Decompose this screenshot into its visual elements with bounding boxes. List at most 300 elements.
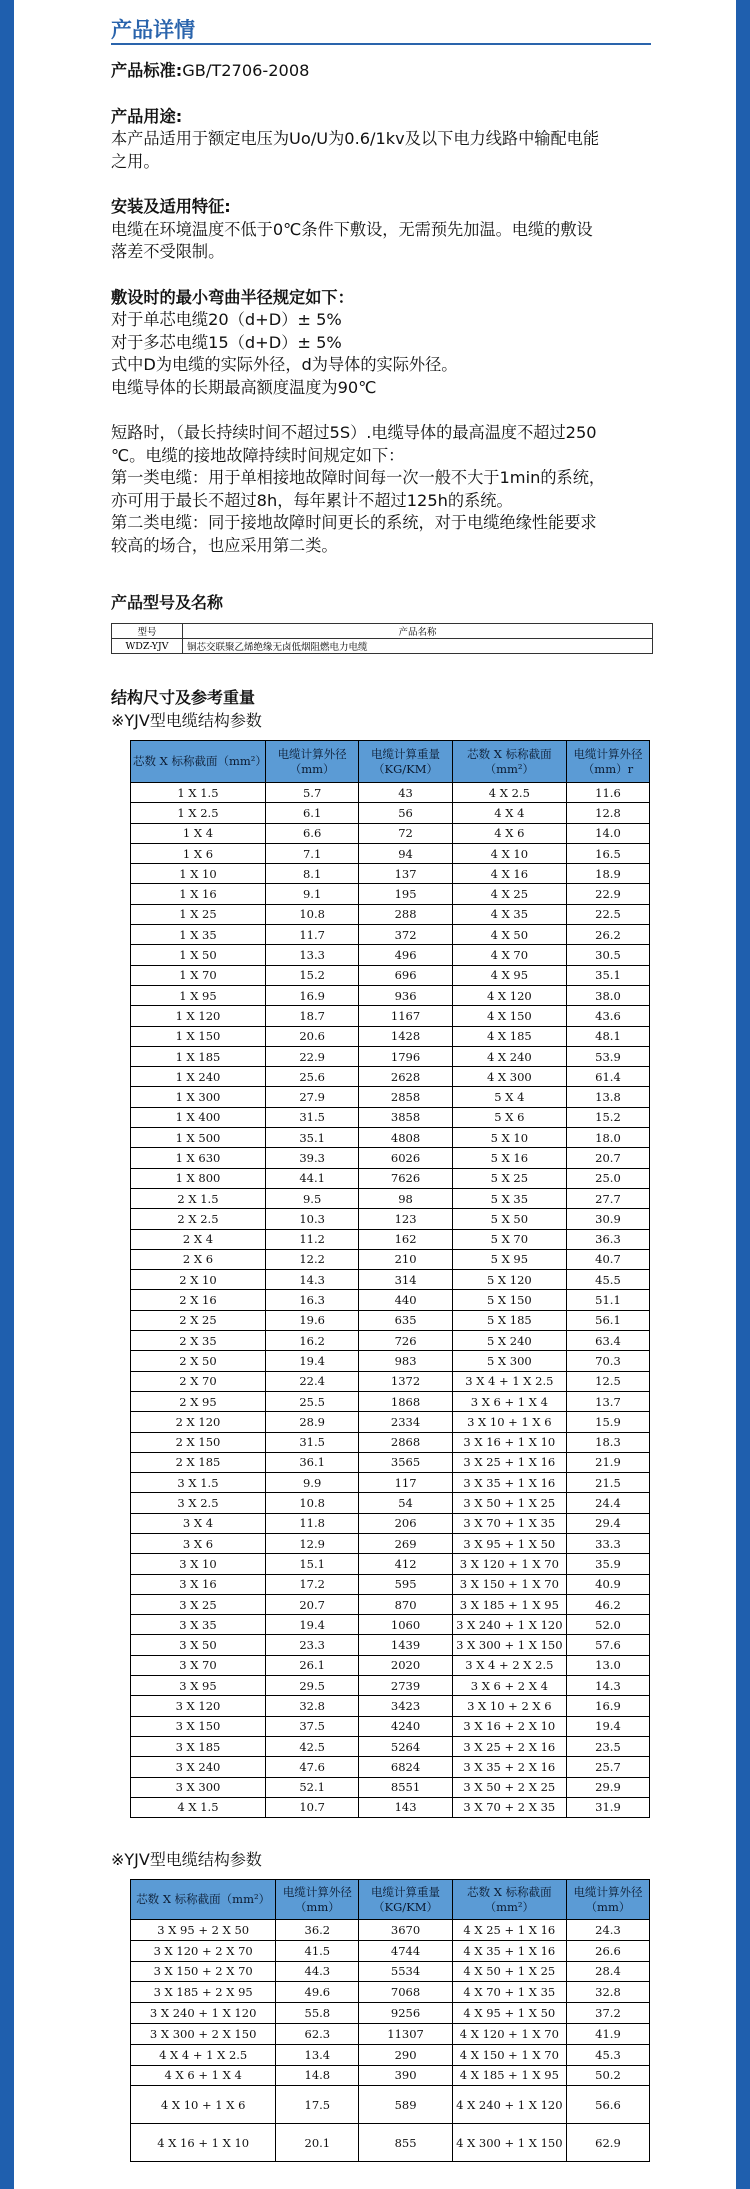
table-cell: 9.9 [265, 1473, 358, 1493]
table-cell: 54 [359, 1493, 452, 1513]
table-cell: 7.1 [265, 843, 358, 863]
table-cell: 42.5 [265, 1736, 358, 1756]
bend-radius-line: 式中D为电缆的实际外径，d为导体的实际外径。 [111, 355, 458, 374]
table-cell: 5 X 120 [452, 1270, 566, 1290]
table-cell: 3 X 35 [131, 1615, 266, 1635]
table-row [131, 1331, 650, 1351]
table-cell: 372 [359, 925, 452, 945]
table-cell: 5 X 16 [452, 1148, 566, 1168]
table-cell: 33.3 [566, 1533, 649, 1553]
table-row [131, 1087, 650, 1107]
usage-line: 本产品适用于额定电压为Uo/U为0.6/1kv及以下电力线路中输配电能 [111, 129, 600, 148]
table-cell: 6824 [359, 1757, 452, 1777]
table-cell: 1 X 4 [131, 823, 266, 843]
table-cell: 870 [359, 1594, 452, 1614]
header-cell: 电缆计算外径（mm）r [566, 741, 649, 783]
table-cell: 13.7 [566, 1391, 649, 1411]
table-cell: 37.5 [265, 1716, 358, 1736]
table-cell: 29.5 [265, 1676, 358, 1696]
table-row [131, 843, 650, 863]
table-cell: 9256 [359, 2003, 452, 2024]
table-cell: 137 [359, 864, 452, 884]
table-cell: 12.5 [566, 1371, 649, 1391]
table-cell: 36.2 [276, 1920, 359, 1941]
table-cell: 17.2 [265, 1574, 358, 1594]
table-row [131, 1412, 650, 1432]
table-cell: 595 [359, 1574, 452, 1594]
table-row [131, 1982, 650, 2003]
table-row [131, 1594, 650, 1614]
table-cell: 19.4 [265, 1615, 358, 1635]
table-cell: 49.6 [276, 1982, 359, 2003]
table-cell: 4 X 6 + 1 X 4 [131, 2065, 276, 2086]
table-cell: 4 X 150 [452, 1006, 566, 1026]
table-row [131, 1209, 650, 1229]
table-cell: 1428 [359, 1026, 452, 1046]
table-cell: 12.8 [566, 803, 649, 823]
table-cell: 314 [359, 1270, 452, 1290]
table-cell: 2858 [359, 1087, 452, 1107]
table-row [131, 1067, 650, 1087]
table-cell: 1 X 10 [131, 864, 266, 884]
table-cell: 726 [359, 1331, 452, 1351]
usage-label: 产品用途: [111, 106, 183, 126]
model-name-cell: 铜芯交联聚乙烯绝缘无卤低烟阻燃电力电缆 [183, 639, 653, 654]
table-cell: 4 X 10 [452, 843, 566, 863]
table-cell: 38.0 [566, 985, 649, 1005]
table-row [131, 1777, 650, 1797]
header-cell: 芯数 X 标称截面（mm²） [131, 1880, 276, 1920]
table-cell: 5 X 70 [452, 1229, 566, 1249]
table-cell: 12.2 [265, 1249, 358, 1269]
short-circuit-line: 亦可用于最长不超过8h，每年累计不超过125h的系统。 [111, 490, 513, 510]
table-row [131, 1961, 650, 1982]
table-cell: 9.1 [265, 884, 358, 904]
table-cell: 15.1 [265, 1554, 358, 1574]
table-cell: 1060 [359, 1615, 452, 1635]
table-cell: 3 X 120 + 2 X 70 [131, 1940, 276, 1961]
spec-text-body [111, 60, 671, 580]
table-cell: 1 X 16 [131, 884, 266, 904]
table-row [131, 1533, 650, 1553]
table-cell: 1 X 2.5 [131, 803, 266, 823]
table-row [131, 1371, 650, 1391]
table-cell: 37.2 [566, 2003, 649, 2024]
table-cell: 22.9 [265, 1046, 358, 1066]
bend-radius-block [111, 287, 671, 400]
product-detail-sheet [14, 0, 736, 2189]
table-cell: 6.1 [265, 803, 358, 823]
table-cell: 11.7 [265, 925, 358, 945]
table-cell: 22.9 [566, 884, 649, 904]
table-cell: 5 X 95 [452, 1249, 566, 1269]
table-cell: 3 X 240 + 1 X 120 [452, 1615, 566, 1635]
model-type-cell: WDZ-YJV [112, 639, 183, 654]
table-cell: 1439 [359, 1635, 452, 1655]
table-cell: 2868 [359, 1432, 452, 1452]
table-cell: 3 X 150 + 1 X 70 [452, 1574, 566, 1594]
table-cell: 3 X 240 [131, 1757, 266, 1777]
header-cell: 芯数 X 标称截面（mm²） [131, 741, 266, 783]
table-cell: 35.9 [566, 1554, 649, 1574]
table-cell: 4 X 35 + 1 X 16 [452, 1940, 566, 1961]
table-cell: 15.9 [566, 1412, 649, 1432]
table-cell: 2 X 50 [131, 1351, 266, 1371]
table-cell: 4 X 120 [452, 985, 566, 1005]
table-cell: 13.8 [566, 1087, 649, 1107]
table-cell: 25.6 [265, 1067, 358, 1087]
table-cell: 2 X 185 [131, 1452, 266, 1472]
table-cell: 23.3 [265, 1635, 358, 1655]
table-cell: 3 X 70 + 1 X 35 [452, 1513, 566, 1533]
table-cell: 16.9 [265, 985, 358, 1005]
table-cell: 206 [359, 1513, 452, 1533]
table-cell: 210 [359, 1249, 452, 1269]
bend-radius-line: 电缆导体的长期最高额度温度为90℃ [111, 377, 377, 397]
table-cell: 162 [359, 1229, 452, 1249]
table-row [131, 1188, 650, 1208]
table-cell: 3 X 300 + 1 X 150 [452, 1635, 566, 1655]
table-cell: 3 X 70 [131, 1655, 266, 1675]
header-cell: 电缆计算重量（KG/KM） [359, 741, 452, 783]
table-cell: 3 X 150 + 2 X 70 [131, 1961, 276, 1982]
table-cell: 45.3 [566, 2044, 649, 2065]
spec-table-header [131, 1880, 650, 1920]
table-cell: 3 X 6 [131, 1533, 266, 1553]
table-cell: 2 X 25 [131, 1310, 266, 1330]
table-cell: 62.3 [276, 2023, 359, 2044]
install-line: 电缆在环境温度不低于0℃条件下敷设，无需预先加温。电缆的敷设 [111, 219, 593, 239]
standard-label: 产品标准: [111, 61, 183, 80]
table-cell: 3 X 25 + 2 X 16 [452, 1736, 566, 1756]
table-row [131, 783, 650, 803]
table-cell: 19.4 [265, 1351, 358, 1371]
table-cell: 11307 [359, 2023, 452, 2044]
table-cell: 3 X 300 [131, 1777, 266, 1797]
table-cell: 5 X 240 [452, 1331, 566, 1351]
table-cell: 5.7 [265, 783, 358, 803]
table-cell: 14.3 [566, 1676, 649, 1696]
table-cell: 2739 [359, 1676, 452, 1696]
table-row [131, 1432, 650, 1452]
header-cell: 电缆计算重量（KG/KM） [359, 1880, 452, 1920]
table-row [131, 1920, 650, 1941]
table-cell: 4 X 50 [452, 925, 566, 945]
table-cell: 25.0 [566, 1168, 649, 1188]
table-cell: 3 X 150 [131, 1716, 266, 1736]
table-cell: 5534 [359, 1961, 452, 1982]
table-cell: 4 X 16 [452, 864, 566, 884]
table-cell: 1 X 1.5 [131, 783, 266, 803]
table-cell: 3 X 120 [131, 1696, 266, 1716]
table-cell: 11.2 [265, 1229, 358, 1249]
install-block [111, 196, 671, 264]
table-cell: 2 X 120 [131, 1412, 266, 1432]
table-cell: 41.5 [276, 1940, 359, 1961]
short-circuit-block [111, 422, 671, 557]
table-cell: 31.5 [265, 1107, 358, 1127]
table-cell: 3 X 300 + 2 X 150 [131, 2023, 276, 2044]
structure-subtitle: ※YJV型电缆结构参数 [111, 711, 262, 730]
table-cell: 30.9 [566, 1209, 649, 1229]
table-cell: 1372 [359, 1371, 452, 1391]
table-cell: 3670 [359, 1920, 452, 1941]
table-row [131, 965, 650, 985]
table-row [131, 1006, 650, 1026]
table-cell: 9.5 [265, 1188, 358, 1208]
table-cell: 13.3 [265, 945, 358, 965]
table-cell: 635 [359, 1310, 452, 1330]
table-row [131, 1310, 650, 1330]
table-cell: 61.4 [566, 1067, 649, 1087]
table-cell: 4 X 4 [452, 803, 566, 823]
table-cell: 70.3 [566, 1351, 649, 1371]
table-cell: 3 X 185 [131, 1736, 266, 1756]
table-cell: 440 [359, 1290, 452, 1310]
table-cell: 5 X 50 [452, 1209, 566, 1229]
table-cell: 2334 [359, 1412, 452, 1432]
table-cell: 4 X 50 + 1 X 25 [452, 1961, 566, 1982]
table-cell: 3565 [359, 1452, 452, 1472]
table-cell: 13.0 [566, 1655, 649, 1675]
table-cell: 52.0 [566, 1615, 649, 1635]
table-row [131, 925, 650, 945]
table-cell: 18.7 [265, 1006, 358, 1026]
table-cell: 28.4 [566, 1961, 649, 1982]
table-cell: 3 X 4 + 1 X 2.5 [452, 1371, 566, 1391]
table-cell: 3 X 6 + 2 X 4 [452, 1676, 566, 1696]
table-cell: 143 [359, 1797, 452, 1817]
table-cell: 2 X 150 [131, 1432, 266, 1452]
table-cell: 15.2 [566, 1107, 649, 1127]
table-cell: 3 X 95 [131, 1676, 266, 1696]
table-cell: 3858 [359, 1107, 452, 1127]
table-cell: 56 [359, 803, 452, 823]
table-cell: 19.6 [265, 1310, 358, 1330]
table-cell: 4 X 10 + 1 X 6 [131, 2086, 276, 2124]
table-cell: 1868 [359, 1391, 452, 1411]
table-cell: 44.1 [265, 1168, 358, 1188]
table-row [131, 1554, 650, 1574]
install-label: 安装及适用特征: [111, 197, 231, 216]
table-cell: 390 [359, 2065, 452, 2086]
table-cell: 1 X 35 [131, 925, 266, 945]
table-cell: 18.0 [566, 1128, 649, 1148]
table-cell: 18.3 [566, 1432, 649, 1452]
table-row [131, 1107, 650, 1127]
table-cell: 36.3 [566, 1229, 649, 1249]
table2-subtitle: ※YJV型电缆结构参数 [111, 1850, 262, 1869]
table-cell: 3 X 185 + 2 X 95 [131, 1982, 276, 2003]
table-row [131, 803, 650, 823]
table-row [131, 1229, 650, 1249]
table-cell: 10.8 [265, 904, 358, 924]
model-table-row [112, 639, 653, 654]
table-cell: 5 X 25 [452, 1168, 566, 1188]
table-cell: 3 X 95 + 1 X 50 [452, 1533, 566, 1553]
table-cell: 4 X 240 [452, 1046, 566, 1066]
table-cell: 2 X 70 [131, 1371, 266, 1391]
table-cell: 1 X 70 [131, 965, 266, 985]
table-cell: 20.1 [276, 2124, 359, 2162]
table-cell: 496 [359, 945, 452, 965]
table-cell: 4 X 70 [452, 945, 566, 965]
table-cell: 2628 [359, 1067, 452, 1087]
table-cell: 2 X 95 [131, 1391, 266, 1411]
table-cell: 3 X 10 [131, 1554, 266, 1574]
table-cell: 55.8 [276, 2003, 359, 2024]
table-cell: 12.9 [265, 1533, 358, 1553]
table-row [131, 864, 650, 884]
table-cell: 4 X 4 + 1 X 2.5 [131, 2044, 276, 2065]
table-row [131, 1736, 650, 1756]
table-cell: 72 [359, 823, 452, 843]
table-row [131, 2023, 650, 2044]
table-cell: 47.6 [265, 1757, 358, 1777]
table-cell: 2 X 10 [131, 1270, 266, 1290]
table-row [131, 1757, 650, 1777]
usage-block [111, 106, 671, 174]
table-cell: 27.7 [566, 1188, 649, 1208]
table-cell: 3 X 2.5 [131, 1493, 266, 1513]
table-cell: 5 X 6 [452, 1107, 566, 1127]
table-cell: 26.6 [566, 1940, 649, 1961]
table-cell: 11.8 [265, 1513, 358, 1533]
table-cell: 936 [359, 985, 452, 1005]
table-cell: 16.3 [265, 1290, 358, 1310]
short-circuit-line: 第二类电缆：同于接地故障时间更长的系统，对于电缆绝缘性能要求 [111, 513, 597, 532]
table-cell: 98 [359, 1188, 452, 1208]
model-table [111, 623, 653, 654]
model-table-header [112, 624, 653, 639]
bend-radius-line: 对于单芯电缆20（d+D）± 5% [111, 310, 342, 329]
table-row [131, 1513, 650, 1533]
table-cell: 46.2 [566, 1594, 649, 1614]
table-cell: 3 X 25 [131, 1594, 266, 1614]
table-cell: 48.1 [566, 1026, 649, 1046]
table-cell: 43.6 [566, 1006, 649, 1026]
table-cell: 3 X 35 + 2 X 16 [452, 1757, 566, 1777]
table-cell: 4 X 95 + 1 X 50 [452, 2003, 566, 2024]
table-cell: 3423 [359, 1696, 452, 1716]
table-cell: 4 X 16 + 1 X 10 [131, 2124, 276, 2162]
standard-block [111, 60, 671, 83]
table-cell: 412 [359, 1554, 452, 1574]
table-cell: 1 X 185 [131, 1046, 266, 1066]
table-cell: 40.9 [566, 1574, 649, 1594]
standard-value: GB/T2706-2008 [182, 61, 310, 80]
table-cell: 16.2 [265, 1331, 358, 1351]
table-cell: 25.5 [265, 1391, 358, 1411]
table-row [131, 1391, 650, 1411]
table-row [131, 2086, 650, 2124]
table-cell: 19.4 [566, 1716, 649, 1736]
table-cell: 32.8 [265, 1696, 358, 1716]
table-cell: 1 X 25 [131, 904, 266, 924]
table-cell: 4 X 240 + 1 X 120 [452, 2086, 566, 2124]
table-cell: 8551 [359, 1777, 452, 1797]
table-cell: 4 X 300 + 1 X 150 [452, 2124, 566, 2162]
table-cell: 94 [359, 843, 452, 863]
table-cell: 3 X 95 + 2 X 50 [131, 1920, 276, 1941]
spec-table-header [131, 741, 650, 783]
table-cell: 1 X 50 [131, 945, 266, 965]
table-cell: 3 X 4 + 2 X 2.5 [452, 1655, 566, 1675]
table-cell: 1 X 120 [131, 1006, 266, 1026]
table-row [131, 1351, 650, 1371]
table-cell: 8.1 [265, 864, 358, 884]
table-cell: 22.4 [265, 1371, 358, 1391]
table-row [131, 1696, 650, 1716]
table-row [131, 2065, 650, 2086]
model-heading: 产品型号及名称 [111, 593, 224, 612]
table-cell: 5 X 10 [452, 1128, 566, 1148]
table-cell: 53.9 [566, 1046, 649, 1066]
table-cell: 43 [359, 783, 452, 803]
table-cell: 20.6 [265, 1026, 358, 1046]
table-row [131, 2003, 650, 2024]
table-cell: 3 X 240 + 1 X 120 [131, 2003, 276, 2024]
table-row [131, 1452, 650, 1472]
table-cell: 32.8 [566, 1982, 649, 2003]
table-cell: 7068 [359, 1982, 452, 2003]
table-cell: 16.5 [566, 843, 649, 863]
table-row [131, 823, 650, 843]
table-cell: 4 X 150 + 1 X 70 [452, 2044, 566, 2065]
table-cell: 3 X 10 + 1 X 6 [452, 1412, 566, 1432]
table-cell: 28.9 [265, 1412, 358, 1432]
short-circuit-line: 短路时，（最长持续时间不超过5S）.电缆导体的最高温度不超过250 [111, 423, 597, 442]
table-cell: 26.2 [566, 925, 649, 945]
table-row [131, 1290, 650, 1310]
table-cell: 20.7 [265, 1594, 358, 1614]
table-cell: 5 X 300 [452, 1351, 566, 1371]
table-cell: 14.8 [276, 2065, 359, 2086]
table-cell: 5 X 150 [452, 1290, 566, 1310]
table-cell: 11.6 [566, 783, 649, 803]
spec-table-body [131, 783, 650, 1818]
table-row [131, 2124, 650, 2162]
table-row [131, 1615, 650, 1635]
table-cell: 3 X 6 + 1 X 4 [452, 1391, 566, 1411]
table-row [131, 904, 650, 924]
table-cell: 10.8 [265, 1493, 358, 1513]
table-row [131, 1635, 650, 1655]
table-cell: 17.5 [276, 2086, 359, 2124]
table-cell: 30.5 [566, 945, 649, 965]
table-cell: 35.1 [566, 965, 649, 985]
table-cell: 4 X 25 [452, 884, 566, 904]
table-cell: 5 X 35 [452, 1188, 566, 1208]
table-cell: 44.3 [276, 1961, 359, 1982]
table-cell: 4808 [359, 1128, 452, 1148]
table-cell: 117 [359, 1473, 452, 1493]
table-cell: 35.1 [265, 1128, 358, 1148]
table-cell: 4 X 185 + 1 X 95 [452, 2065, 566, 2086]
table-cell: 3 X 4 [131, 1513, 266, 1533]
table-cell: 1 X 400 [131, 1107, 266, 1127]
short-circuit-line: ℃。电缆的接地故障持续时间规定如下： [111, 445, 405, 465]
bend-radius-line: 对于多芯电缆15（d+D）± 5% [111, 332, 342, 352]
table-cell: 4 X 300 [452, 1067, 566, 1087]
table-cell: 1 X 150 [131, 1026, 266, 1046]
short-circuit-line: 第一类电缆：用于单相接地故障时间每一次一般不大于1min的系统， [111, 468, 606, 487]
header-cell: 电缆计算外径（mm） [566, 1880, 649, 1920]
table-cell: 2 X 6 [131, 1249, 266, 1269]
table-cell: 3 X 16 [131, 1574, 266, 1594]
table-cell: 51.1 [566, 1290, 649, 1310]
table-row [131, 1676, 650, 1696]
